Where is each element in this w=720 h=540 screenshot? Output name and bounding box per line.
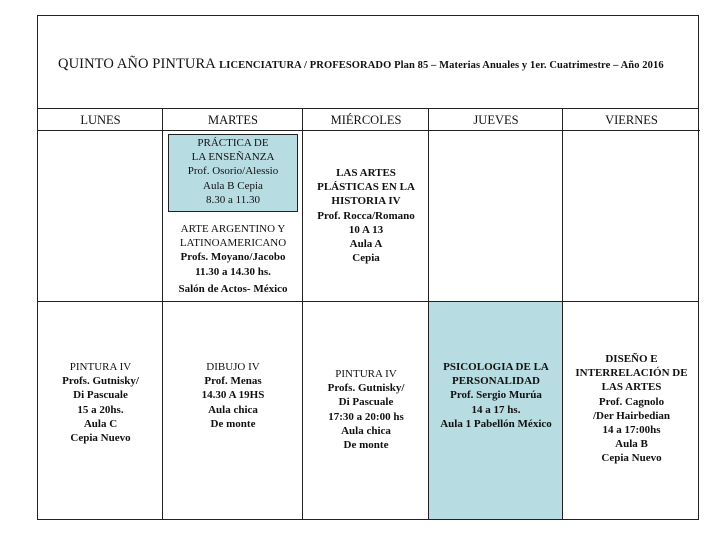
subject-line: PINTURA IV — [335, 368, 397, 380]
detail-line: Prof. Cagnolo — [598, 395, 665, 408]
header-lunes: LUNES — [38, 109, 163, 131]
cell-lunes-pintura — [38, 360, 163, 445]
cell-diseno — [563, 352, 700, 466]
subject-line: PLÁSTICAS EN LA — [317, 181, 415, 194]
detail-line: Aula chica — [208, 403, 258, 416]
title-row — [38, 16, 698, 109]
detail-line: Salón de Actos- México — [178, 282, 288, 295]
cell-practica-ensenanza — [168, 134, 298, 212]
subject-line: LAS ARTES — [336, 167, 396, 179]
schedule-title — [58, 56, 664, 73]
detail-line: Aula 1 Pabellón México — [440, 417, 552, 430]
subject-line: INTERRELACIÓN DE — [575, 367, 688, 380]
detail-line: 17:30 a 20:00 hs — [328, 410, 404, 423]
detail-line: Aula B — [615, 438, 648, 451]
header-viernes: VIERNES — [563, 109, 700, 131]
header-martes: MARTES — [163, 109, 303, 131]
row-divider — [38, 301, 698, 302]
subject-line: DISEÑO E — [605, 353, 658, 365]
cell-psicologia — [429, 360, 563, 431]
detail-line: De monte — [210, 417, 256, 430]
detail-line: Cepia Nuevo — [70, 432, 131, 445]
detail-line: Prof. Menas — [204, 375, 262, 388]
subject-line: PERSONALIDAD — [451, 375, 540, 388]
detail-line: 10 A 13 — [348, 223, 384, 236]
cell-artes-plasticas — [303, 166, 429, 265]
schedule-table — [37, 15, 699, 520]
detail-line: De monte — [343, 439, 389, 452]
detail-line: 11.30 a 14.30 hs. — [195, 265, 271, 278]
subject-line: HISTORIA IV — [331, 195, 401, 208]
detail-line: Di Pascuale — [73, 389, 128, 402]
subject-line: PSICOLOGIA DE LA — [443, 361, 549, 373]
detail-line: 8.30 a 11.30 — [206, 193, 260, 206]
cell-miercoles-pintura — [303, 367, 429, 452]
title-main: QUINTO AÑO PINTURA — [58, 56, 216, 72]
cell-arte-argentino — [163, 222, 303, 296]
detail-line: Di Pascuale — [338, 396, 394, 409]
detail-line: 15 a 20hs. — [77, 403, 124, 416]
detail-line: 14 a 17:00hs — [602, 424, 661, 437]
detail-line: Cepia Nuevo — [601, 452, 662, 465]
detail-line: Profs. Moyano/Jacobo — [180, 251, 286, 264]
detail-line: 14 a 17 hs. — [471, 403, 521, 416]
header-miercoles: MIÉRCOLES — [303, 109, 429, 131]
detail-line: Prof. Sergio Murúa — [450, 389, 542, 402]
detail-line: Profs. Gutnisky/ — [327, 382, 405, 395]
detail-line: Aula C — [83, 417, 118, 430]
detail-line: Aula B Cepia — [203, 179, 263, 192]
detail-line: Profs. Gutnisky/ — [62, 375, 139, 388]
header-jueves: JUEVES — [429, 109, 563, 131]
subject-line: PRÁCTICA DE — [197, 137, 269, 149]
subject-line: ARTE ARGENTINO Y — [180, 223, 286, 235]
detail-line: Aula A — [349, 238, 383, 251]
detail-line: /Der Hairbedian — [592, 409, 671, 422]
divider — [162, 109, 163, 519]
detail-line: Prof. Osorio/Alessio — [187, 165, 279, 178]
subject-line: LA ENSEÑANZA — [191, 151, 275, 164]
detail-line: Prof. Rocca/Romano — [317, 209, 415, 222]
detail-line: Aula chica — [341, 424, 391, 437]
detail-line: Cepia — [352, 252, 380, 265]
title-rest: LICENCIATURA / PROFESORADO Plan 85 – Materias Anuales y 1er. Cuatrimestre – Año 2016 — [219, 60, 664, 71]
cell-dibujo — [163, 360, 303, 431]
subject-line: DIBUJO IV — [206, 361, 260, 373]
subject-line: PINTURA IV — [69, 361, 132, 373]
detail-line: 14.30 A 19HS — [201, 389, 265, 402]
subject-line: LAS ARTES — [601, 381, 662, 394]
subject-line: LATINOAMERICANO — [179, 237, 287, 250]
